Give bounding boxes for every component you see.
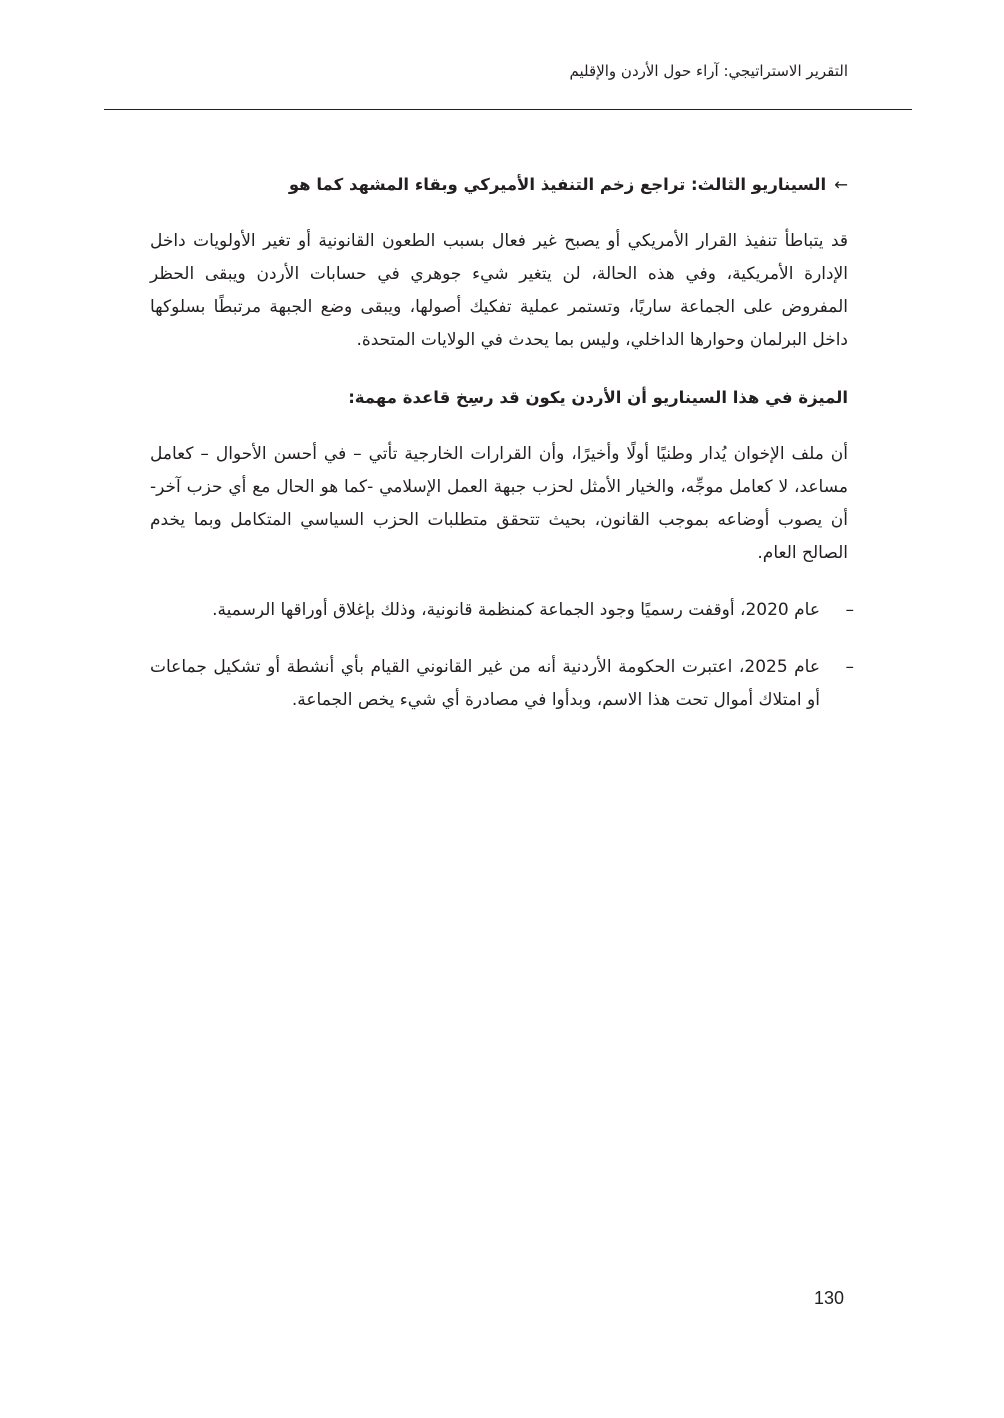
running-header: التقرير الاستراتيجي: آراء حول الأردن والإقليم	[569, 62, 848, 80]
list-item	[150, 594, 854, 627]
page-number: 130	[814, 1288, 845, 1308]
dash-bullet-icon: –	[845, 600, 854, 620]
subheading: الميزة في هذا السيناريو أن الأردن يكون قد رسِخ قاعدة مهمة:	[348, 388, 848, 407]
section-heading-text: السيناريو الثالث: تراجع زخم التنفيذ الأميركي وبقاء المشهد كما هو	[288, 175, 827, 194]
bullet-list	[150, 594, 854, 717]
list-item-text: عام 2020، أوقفت رسميًا وجود الجماعة كمنظمة قانونية، وذلك بإغلاق أوراقها الرسمية.	[212, 600, 820, 620]
paragraph-2: أن ملف الإخوان يُدار وطنيًا أولًا وأخيرًا، وأن القرارات الخارجية تأتي – في أحسن الأحوال – كعامل مساعد، لا كعامل موجِّه، والخيار الأمثل لحزب جبهة العمل الإسلامي -كما هو الحال مع أي حزب آخر- أن يصوب أوضاعه بموجب القانون، بحيث تتحقق متطلبات الحزب السياسي المتكامل وبما يخدم الصالح العام.	[150, 444, 848, 563]
list-item-text: عام 2025، اعتبرت الحكومة الأردنية أنه من غير القانوني القيام بأي أنشطة أو تشكيل جماعات أو امتلاك أموال تحت هذا الاسم، وبدأوا في مصادرة أي شيء يخص الجماعة.	[150, 657, 820, 710]
arrow-left-icon: ←	[834, 175, 848, 194]
page-content	[150, 168, 854, 741]
paragraph-1: قد يتباطأ تنفيذ القرار الأمريكي أو يصبح غير فعال بسبب الطعون القانونية أو تغير الأولويات داخل الإدارة الأمريكية، وفي هذه الحالة، لن يتغير شيء جوهري في حسابات الأردن ويبقى الحظر المفروض على الجماعة ساريًا، وتستمر عملية تفكيك أصولها، ويبقى وضع الجبهة مرتبطًا بسلوكها داخل البرلمان وحوارها الداخلي، وليس بما يحدث في الولايات المتحدة.	[150, 231, 848, 350]
list-item	[150, 651, 854, 717]
dash-bullet-icon: –	[845, 657, 854, 677]
section-heading	[150, 168, 848, 201]
header-divider	[104, 109, 912, 110]
